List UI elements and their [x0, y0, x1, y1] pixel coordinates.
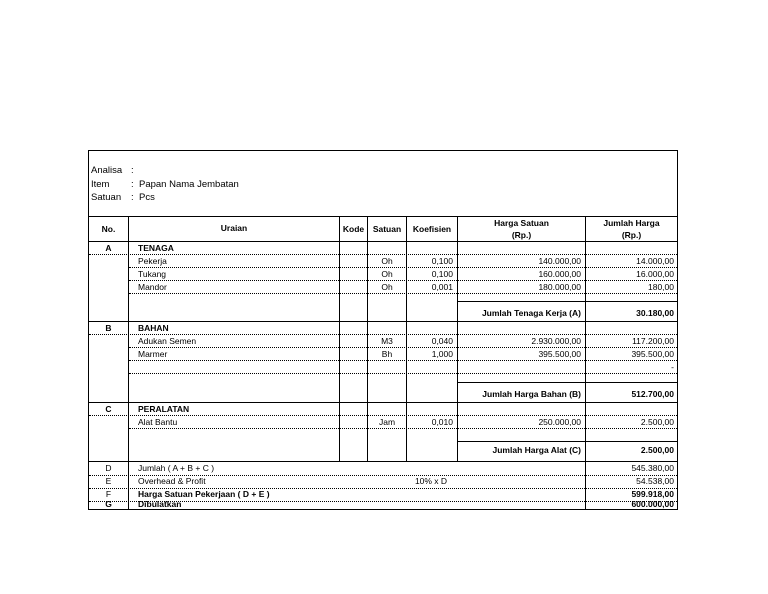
section-c-title: PERALATAN [138, 404, 190, 414]
summary-no: F [105, 489, 112, 499]
item-satuan: Oh [381, 282, 393, 292]
item-harga-satuan: 160.000,00 [538, 269, 581, 279]
summary-no: E [105, 476, 112, 486]
header-bottom-rule [89, 241, 677, 242]
subtotal-a-label: Jumlah Tenaga Kerja (A) [481, 308, 581, 318]
col-satuan-header: Satuan [372, 224, 402, 234]
item-jumlah-harga: 16.000,00 [636, 269, 674, 279]
summary-no: G [105, 499, 112, 509]
item-harga-satuan: 140.000,00 [538, 256, 581, 266]
col-jumlah-harga-unit: (Rp.) [621, 230, 642, 240]
item-uraian: Pekerja [138, 256, 167, 266]
empty-row-dash: - [671, 362, 674, 372]
subtotal-b-value: 512.700,00 [631, 389, 674, 399]
section-c-no: C [105, 404, 112, 414]
col-no-header: No. [101, 224, 116, 234]
analysis-sheet [88, 150, 678, 510]
grid-vline [128, 216, 129, 510]
section-a-title: TENAGA [138, 243, 174, 253]
item-harga-satuan: 2.930.000,00 [531, 336, 581, 346]
subtotal-c-top [457, 441, 677, 442]
item-jumlah-harga: 395.500,00 [631, 349, 674, 359]
col-harga-satuan-header: Harga Satuan [494, 218, 549, 228]
item-value: Papan Nama Jembatan [139, 179, 239, 190]
item-uraian: Mandor [138, 282, 167, 292]
item-jumlah-harga: 117.200,00 [632, 336, 674, 346]
summary-value: 600.000,00 [631, 499, 674, 509]
subtotal-a-top [457, 301, 677, 302]
satuan-separator: : [131, 192, 134, 203]
col-kode-header: Kode [342, 224, 365, 234]
item-uraian: Adukan Semen [138, 336, 197, 346]
item-jumlah-harga: 14.000,00 [636, 256, 674, 266]
item-harga-satuan: 250.000,00 [538, 417, 581, 427]
subtotal-c-value: 2.500,00 [640, 445, 674, 455]
item-koefisien: 0,040 [431, 336, 453, 346]
summary-label: Harga Satuan Pekerjaan ( D + E ) [138, 489, 270, 499]
section-b-no: B [105, 323, 112, 333]
item-separator: : [131, 179, 134, 190]
subtotal-a-bottom [89, 321, 677, 322]
item-koefisien: 0,010 [431, 417, 453, 427]
item-koefisien: 0,100 [431, 269, 453, 279]
item-jumlah-harga: 2.500,00 [640, 417, 674, 427]
summary-extra: 10% x D [414, 476, 448, 486]
subtotal-a-value: 30.180,00 [636, 308, 674, 318]
satuan-label: Satuan [91, 192, 122, 203]
summary-no: D [105, 463, 112, 473]
satuan-value: Pcs [139, 192, 155, 203]
section-a-no: A [105, 243, 112, 253]
item-satuan: M3 [381, 336, 393, 346]
analisa-label: Analisa [91, 165, 123, 176]
item-satuan: Bh [381, 349, 393, 359]
item-koefisien: 0,001 [431, 282, 453, 292]
section-b-title: BAHAN [138, 323, 169, 333]
analisa-separator: : [131, 165, 134, 176]
item-jumlah-harga: 180,00 [648, 282, 674, 292]
row-divider [129, 373, 677, 374]
summary-value: 545.380,00 [631, 463, 674, 473]
row-divider [129, 293, 677, 294]
col-koefisien-header: Koefisien [412, 224, 452, 234]
item-satuan: Jam [378, 417, 396, 427]
summary-value: 54.538,00 [636, 476, 674, 486]
summary-label: Jumlah ( A + B + C ) [138, 463, 215, 473]
col-uraian-header: Uraian [220, 223, 248, 233]
item-uraian: Alat Bantu [138, 417, 178, 427]
subtotal-b-top [457, 382, 677, 383]
subtotal-c-label: Jumlah Harga Alat (C) [492, 445, 581, 455]
item-uraian: Tukang [138, 269, 167, 279]
subtotal-b-label: Jumlah Harga Bahan (B) [482, 389, 581, 399]
item-harga-satuan: 180.000,00 [538, 282, 581, 292]
item-uraian: Marmer [138, 349, 168, 359]
summary-value: 599.918,00 [631, 489, 674, 499]
item-satuan: Oh [381, 256, 393, 266]
item-label: Item [91, 179, 110, 190]
grid-vline [339, 216, 340, 461]
row-divider [129, 428, 677, 429]
item-koefisien: 0,100 [431, 256, 453, 266]
item-satuan: Oh [381, 269, 393, 279]
summary-label: Overhead & Profit [138, 476, 206, 486]
col-jumlah-harga-header: Jumlah Harga [603, 218, 660, 228]
col-harga-satuan-unit: (Rp.) [511, 230, 532, 240]
summary-label: Dibulatkan [138, 499, 182, 509]
item-harga-satuan: 395.500,00 [538, 349, 581, 359]
item-koefisien: 1,000 [431, 349, 453, 359]
